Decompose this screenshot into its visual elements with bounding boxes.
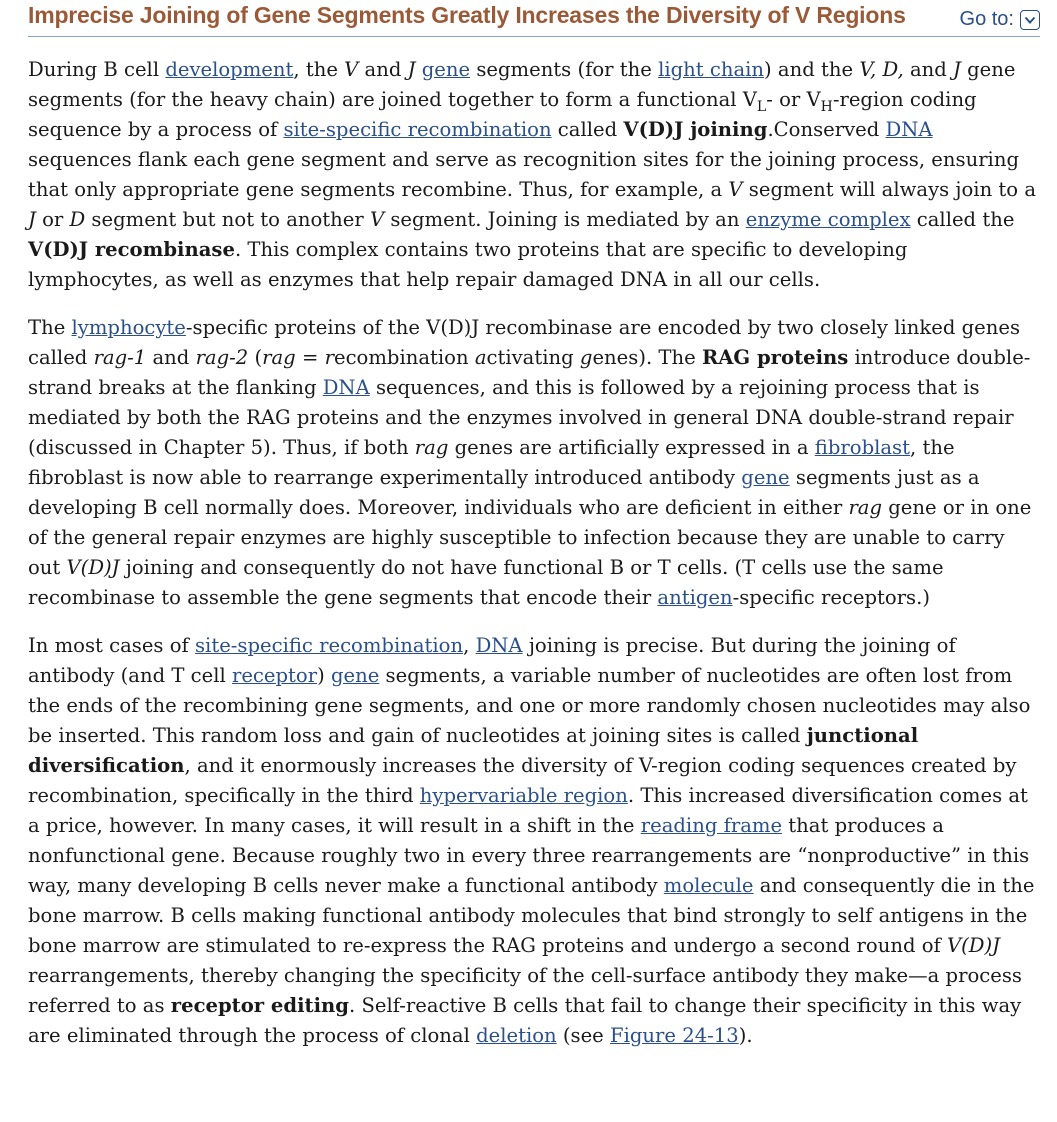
text: = — [295, 346, 325, 369]
text: -region coding sequence by a process of — [28, 88, 977, 141]
text-bold: V(D)J recombinase — [28, 238, 235, 261]
text-italic: a — [474, 346, 487, 369]
text-bold: junctional diversification — [28, 724, 919, 777]
text: - or V — [766, 88, 821, 111]
text-italic: V — [369, 208, 385, 231]
text: (see — [556, 1024, 611, 1047]
text-bold: RAG proteins — [701, 346, 849, 369]
text: and — [358, 58, 408, 81]
text: segments (for the — [470, 58, 659, 81]
link-site-specific-recombination[interactable]: site-specific recombination — [283, 118, 552, 141]
text-italic: V, D, — [859, 58, 904, 81]
link-enzyme-complex[interactable]: enzyme complex — [745, 208, 911, 231]
link-antigen[interactable]: antigen — [657, 586, 733, 609]
text: -specific proteins of the V(D)J recombinase are encoded by two closely linked genes called — [28, 316, 1021, 369]
link-figure-24-13[interactable]: Figure 24-13 — [610, 1024, 739, 1047]
link-gene[interactable]: gene — [741, 466, 790, 489]
text-bold: receptor editing — [170, 994, 349, 1017]
text-italic: V — [344, 58, 359, 81]
text: . This complex contains two proteins that are specific to developing lymphocytes, as well as enzymes that help repair damaged DNA in all our cells. — [28, 238, 908, 291]
text-italic: V(D)J — [947, 934, 1001, 957]
goto-label[interactable]: Go to: — [959, 8, 1014, 30]
link-dna[interactable]: DNA — [885, 118, 933, 141]
text: called — [551, 118, 624, 141]
text: ecombination — [333, 346, 475, 369]
section-header — [28, 0, 1040, 37]
text: ) and the — [764, 58, 860, 81]
link-gene[interactable]: gene — [421, 58, 471, 81]
text: ( — [248, 346, 263, 369]
text-italic: rag — [262, 346, 296, 369]
text: segment. Joining is mediated by an — [384, 208, 746, 231]
text: genes are artificially expressed in a — [448, 436, 815, 459]
text: and consequently die in the bone marrow. B cells making functional antibody molecules that bind strongly to self antigens in the bone marrow are stimulated to re-express the RAG proteins and undergo a second round of — [28, 874, 1035, 957]
section-title: Imprecise Joining of Gene Segments Greatly Increases the Diversity of V Regions — [28, 2, 906, 28]
text: segments just as a developing B cell normally does. Moreover, individuals who are deficient in either — [28, 466, 980, 519]
text: joining and consequently do not have functional B or T cells. (T cells use the same recombinase to assemble the gene segments that encode their — [28, 556, 944, 609]
link-site-specific-recombination[interactable]: site-specific recombination — [195, 634, 464, 657]
text: . This increased diversification comes at a price, however. In many cases, it will result in a shift in the — [28, 784, 1028, 837]
link-molecule[interactable]: molecule — [663, 874, 754, 897]
link-receptor[interactable]: receptor — [231, 664, 318, 687]
text: and — [146, 346, 196, 369]
text: During B cell — [28, 58, 166, 81]
text: gene segments (for the heavy chain) are joined together to form a functional V — [28, 58, 1016, 111]
text-italic: J — [953, 58, 961, 81]
article-body — [28, 55, 1040, 1051]
text: sequences flank each gene segment and serve as recognition sites for the joining process, ensuring that only appropriate gene segments recombine. Thus, for example, a — [28, 148, 1019, 201]
text: ). — [738, 1024, 753, 1047]
paragraph-2 — [28, 313, 1040, 613]
link-deletion[interactable]: deletion — [476, 1024, 557, 1047]
text: segment will always join to a — [742, 178, 1036, 201]
subscript: L — [756, 98, 767, 115]
text-italic: g — [579, 346, 593, 369]
text: segment but not to another — [85, 208, 370, 231]
text-italic: V — [728, 178, 743, 201]
subscript: H — [820, 98, 833, 115]
text-italic: rag — [414, 436, 449, 459]
link-dna[interactable]: DNA — [475, 634, 523, 657]
link-development[interactable]: development — [165, 58, 294, 81]
article — [28, 0, 1040, 1069]
link-gene[interactable]: gene — [330, 664, 380, 687]
text: joining is precise. But during the joining of antibody (and T cell — [28, 634, 956, 687]
link-light-chain[interactable]: light chain — [658, 58, 765, 81]
text: .Conserved — [767, 118, 886, 141]
text: . Self-reactive B cells that fail to change their specificity in this way are eliminated through the process of clonal — [28, 994, 1022, 1047]
text-italic: J — [407, 58, 416, 81]
text: gene or in one of the general repair enzymes are highly susceptible to infection because they are unable to carry out — [28, 496, 1032, 579]
text-italic: D — [69, 208, 86, 231]
text: or — [35, 208, 70, 231]
text: In most cases of — [28, 634, 195, 657]
text-italic: V(D)J — [66, 556, 120, 579]
text-italic: rag-1 — [93, 346, 147, 369]
paragraph-3 — [28, 631, 1040, 1051]
text: ctivating — [486, 346, 580, 369]
text-italic: r — [324, 346, 334, 369]
text: -specific receptors.) — [732, 586, 930, 609]
text: and — [903, 58, 954, 81]
link-hypervariable-region[interactable]: hypervariable region — [419, 784, 628, 807]
text: called the — [910, 208, 1015, 231]
text: , the — [293, 58, 345, 81]
text: introduce double-strand breaks at the flanking — [28, 346, 1031, 399]
paragraph-1 — [28, 55, 1040, 295]
text: , and it enormously increases the diversity of V-region coding sequences created by recombination, specifically in the third — [28, 754, 1017, 807]
text: segments, a variable number of nucleotides are often lost from the ends of the recombining gene segments, and one or more randomly chosen nucleotides may also be inserted. This random loss and gain of nucleotides at joining sites is called — [28, 664, 1031, 747]
text: enes). The — [592, 346, 702, 369]
text: rearrangements, thereby changing the specificity of the cell-surface antibody they make—a process referred to as — [28, 964, 1022, 1017]
text: , — [463, 634, 476, 657]
text: that produces a nonfunctional gene. Because roughly two in every three rearrangements are “nonproductive” in this way, many developing B cells never make a functional antibody — [28, 814, 1030, 897]
link-reading-frame[interactable]: reading frame — [640, 814, 783, 837]
text-italic: rag-2 — [195, 346, 249, 369]
text: The — [28, 316, 72, 339]
text: sequences, and this is followed by a rejoining process that is mediated by both the RAG proteins and the enzymes involved in general DNA double-strand repair (discussed in Chapter 5). Thus, if both — [28, 376, 1014, 459]
link-lymphocyte[interactable]: lymphocyte — [71, 316, 186, 339]
goto-menu[interactable] — [960, 8, 1040, 31]
text-italic: rag — [848, 496, 883, 519]
chevron-down-icon[interactable] — [1020, 10, 1040, 30]
text-bold: V(D)J joining — [623, 118, 768, 141]
text: , the fibroblast is now able to rearrange experimentally introduced antibody — [28, 436, 955, 489]
text-italic: J — [28, 208, 36, 231]
text: ) — [317, 664, 331, 687]
link-fibroblast[interactable]: fibroblast — [814, 436, 910, 459]
link-dna[interactable]: DNA — [322, 376, 370, 399]
